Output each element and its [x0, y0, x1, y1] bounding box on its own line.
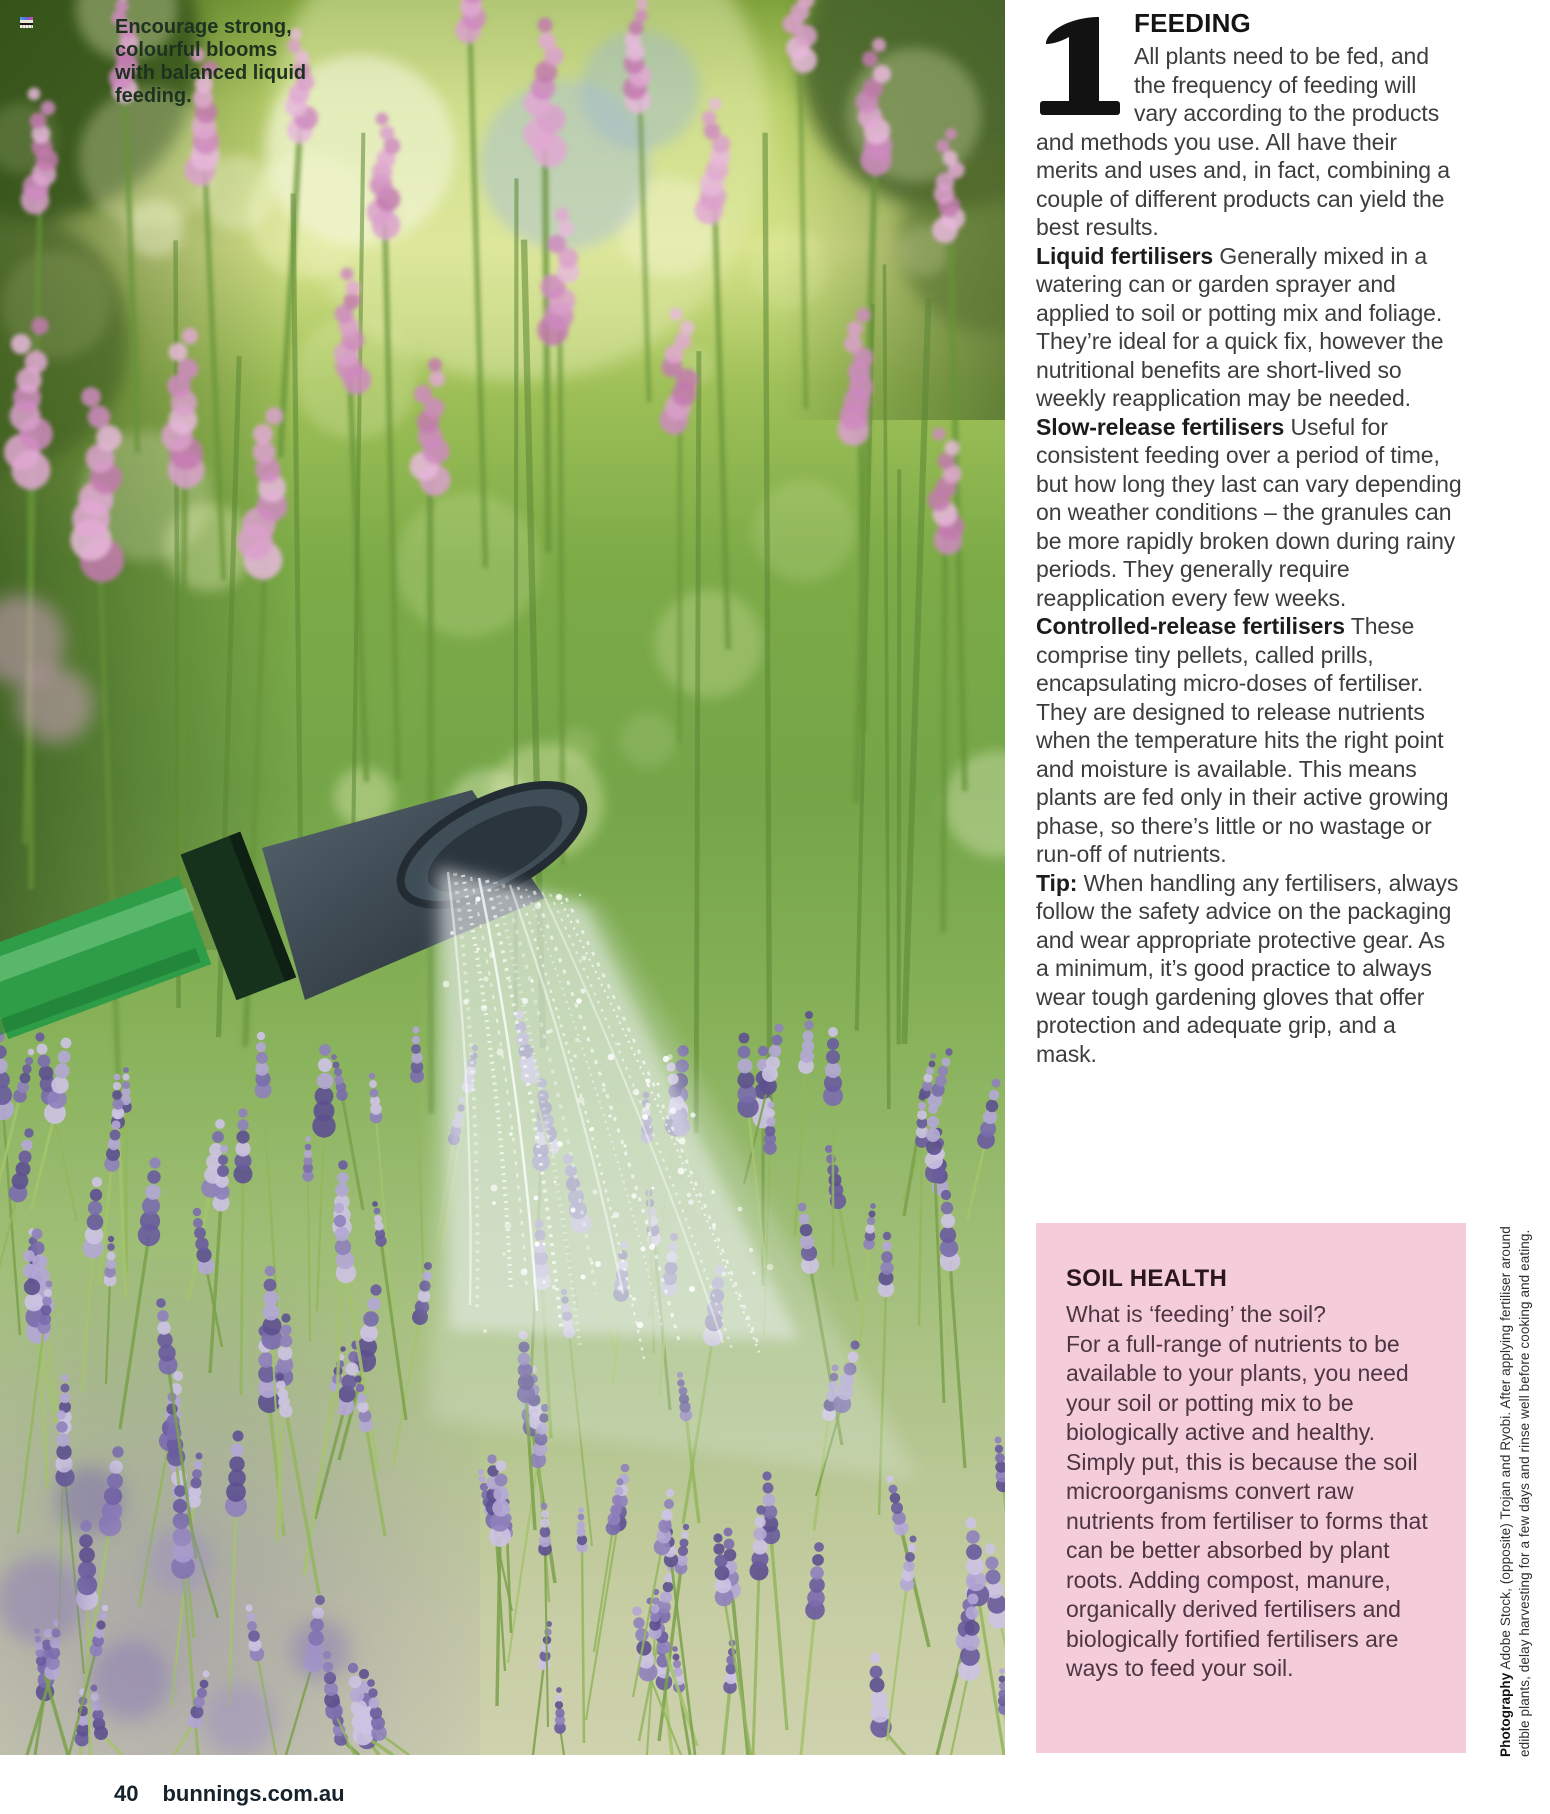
photo-caption: Encourage strong, colourful blooms with balanced liquid feeding.	[115, 16, 307, 107]
paragraph-lead: Controlled-release fertilisers	[1036, 613, 1345, 639]
soil-health-heading: SOIL HEALTH	[1066, 1265, 1228, 1292]
soil-health-box	[1036, 1223, 1466, 1753]
article-paragraph: Slow-release fertilisers Useful for consistent feeding over a period of time, but how long they last can vary depending on weather conditions – the granules can be more rapidly broken down during rainy periods. They generally require reapplication every few weeks.	[1036, 413, 1462, 611]
photography-credit	[1496, 1045, 1534, 1757]
paragraph-lead: Tip:	[1036, 869, 1078, 896]
paragraph-lead: Liquid fertilisers	[1036, 242, 1214, 269]
article-intro: All plants need to be fed, and the frequency of feeding will vary according to the products and methods you use. All have their merits and uses and, in fact, combining a couple of different products can yield the best results.	[1036, 43, 1450, 240]
page-footer	[114, 1781, 345, 1807]
credit-line-2: edible plants, delay harvesting for a few days and rinse well before cooking and eating.	[1517, 1229, 1532, 1757]
credit-line-1: Photography Adobe Stock, (opposite) Trojan and Ryobi. After applying fertiliser around	[1498, 1226, 1513, 1757]
paragraph-lead: Slow-release fertilisers	[1036, 413, 1285, 440]
print-registration-icon	[20, 17, 33, 28]
site-name: bunnings.com.au	[162, 1781, 345, 1806]
soil-health-body: For a full-range of nutrients to be available to your plants, you need your soil or potting mix to be biologically active and healthy. Simply put, this is because the soil microorganisms convert raw nutrients from fertiliser to forms that can be better absorbed by plant roots. Adding compost, manure, organically derived fertilisers and biologically fortified fertilisers are ways to feed your soil.	[1066, 1330, 1428, 1681]
dropcap-number-1	[1036, 10, 1124, 116]
page-number: 40	[114, 1781, 139, 1806]
article-paragraph: Liquid fertilisers Generally mixed in a watering can or garden sprayer and applied to soil or potting mix and foliage. They’re ideal for a quick fix, however the nutritional benefits are short-lived so weekly reapplication may be needed.	[1036, 242, 1444, 411]
article-paragraph: Tip: When handling any fertilisers, always follow the safety advice on the packaging and wear appropriate protective gear. As a minimum, it’s good practice to always wear tough gardening gloves that offer protection and adequate grip, and a mask.	[1036, 869, 1459, 1067]
article-paragraph: Controlled-release fertilisers These comprise tiny pellets, called prills, encapsulating micro-doses of fertiliser. They are designed to release nutrients when the temperature hits the right point and moisture is available. This means plants are fed only in their active growing phase, so there’s little or no wastage or run-off of nutrients.	[1036, 613, 1449, 867]
article-column	[1036, 6, 1462, 1068]
soil-health-question: What is ‘feeding’ the soil?	[1066, 1301, 1326, 1327]
section-heading: FEEDING	[1134, 8, 1251, 38]
